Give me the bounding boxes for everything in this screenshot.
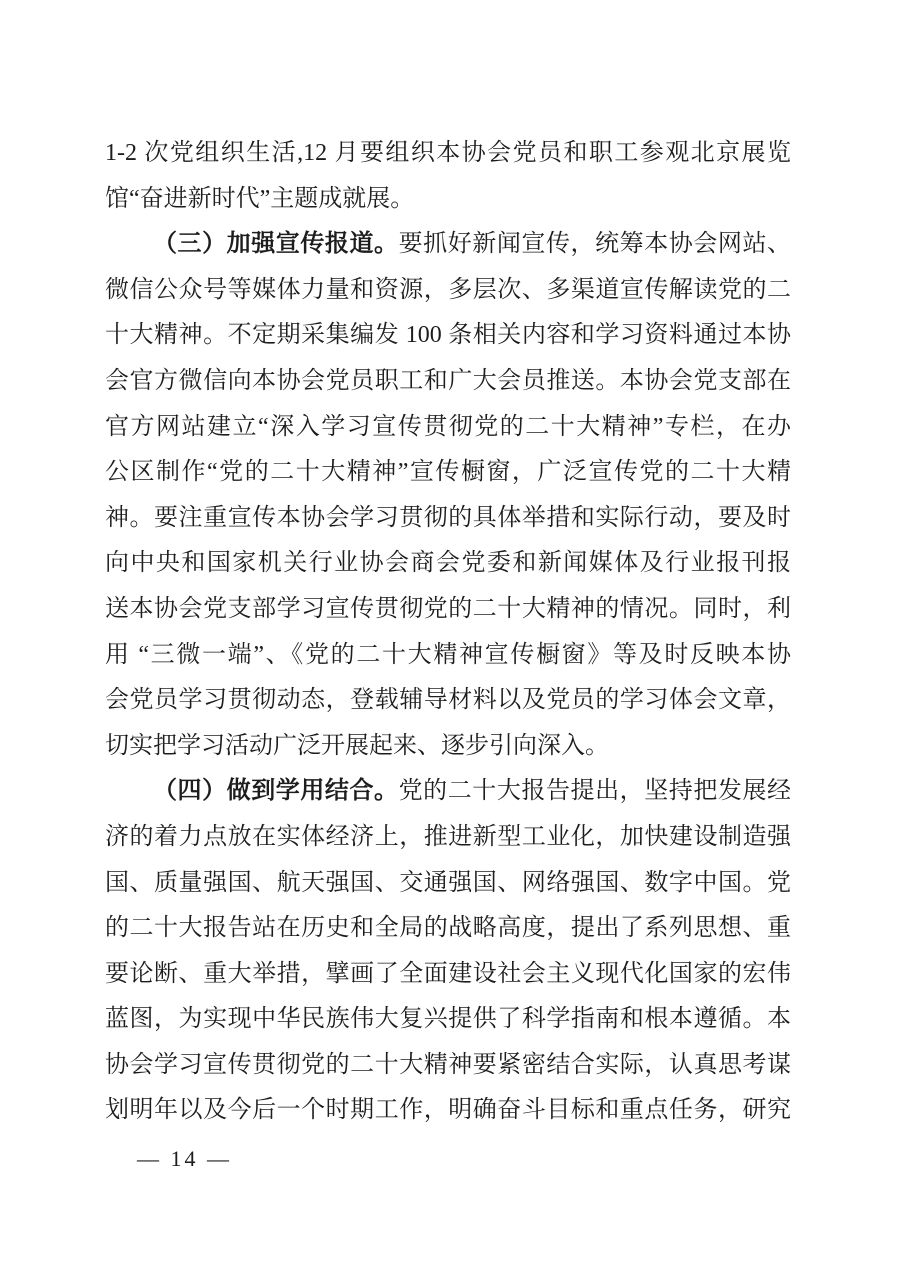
text-line: [105, 587, 791, 633]
text-segment: 会党员学习贯彻动态，登载辅导材料以及党员的学习体会文章，: [105, 687, 791, 714]
text-line: [105, 997, 791, 1043]
text-line: [105, 861, 791, 907]
text-line: [105, 496, 791, 542]
text-line: [105, 769, 791, 815]
text-line: [105, 313, 791, 359]
text-segment: 官方网站建立“深入学习宣传贯彻党的二十大精神”专栏，在办: [105, 413, 791, 440]
text-segment: 向中央和国家机关行业协会商会党委和新闻媒体及行业报刊报: [105, 550, 791, 577]
text-segment: 十大精神。不定期采集编发 100 条相关内容和学习资料通过本协: [105, 322, 791, 349]
text-segment: 用 “三微一端”、《党的二十大精神宣传橱窗》等及时反映本协: [105, 641, 791, 668]
text-line: [105, 815, 791, 861]
text-segment: 神。要注重宣传本协会学习贯彻的具体举措和实际行动，要及时: [105, 504, 791, 531]
text-segment: 送本协会党支部学习宣传贯彻党的二十大精神的情况。同时，利: [105, 595, 791, 622]
text-line: [105, 177, 791, 223]
text-line: [105, 678, 791, 724]
paragraph-heading: （三）加强宣传报道。: [153, 231, 399, 258]
text-segment: 蓝图，为实现中华民族伟大复兴提供了科学指南和根本遵循。本: [105, 1006, 791, 1033]
text-line: [105, 359, 791, 405]
text-line: [105, 633, 791, 679]
text-line: [105, 541, 791, 587]
text-block: [105, 131, 791, 1134]
text-segment: 党的二十大报告提出，坚持把发展经: [398, 778, 792, 805]
text-segment: 馆“奋进新时代”主题成就展。: [105, 185, 415, 212]
text-segment: 1-2 次党组织生活,12 月要组织本协会党员和职工参观北京展览: [105, 140, 791, 166]
text-segment: 的二十大报告站在历史和全局的战略高度，提出了系列思想、重: [105, 915, 791, 942]
text-line: [105, 405, 791, 451]
text-segment: 国、质量强国、航天强国、交通强国、网络强国、数字中国。党: [105, 869, 791, 896]
text-segment: 划明年以及今后一个时期工作，明确奋斗目标和重点任务，研究: [105, 1097, 791, 1124]
text-line: [105, 724, 791, 770]
text-segment: 要论断、重大举措，擘画了全面建设社会主义现代化国家的宏伟: [105, 960, 791, 987]
text-segment: 会官方微信向本协会党员职工和广大会员推送。本协会党支部在: [105, 367, 791, 394]
text-line: [105, 1043, 791, 1089]
text-segment: 协会学习宣传贯彻党的二十大精神要紧密结合实际，认真思考谋: [105, 1051, 791, 1078]
text-line: [105, 1088, 791, 1134]
text-line: [105, 450, 791, 496]
text-segment: 切实把学习活动广泛开展起来、逐步引向深入。: [105, 732, 609, 759]
text-line: [105, 268, 791, 314]
text-line: [105, 222, 791, 268]
text-line: [105, 906, 791, 952]
paragraph-heading: （四）做到学用结合。: [153, 778, 399, 805]
text-line: [105, 131, 791, 177]
page-number: — 14 —: [137, 1146, 232, 1171]
text-segment: 公区制作“党的二十大精神”宣传橱窗，广泛宣传党的二十大精: [105, 459, 791, 486]
text-line: [105, 952, 791, 998]
text-segment: 微信公众号等媒体力量和资源，多层次、多渠道宣传解读党的二: [105, 276, 791, 303]
text-segment: 要抓好新闻宣传，统筹本协会网站、: [398, 231, 792, 258]
text-segment: 济的着力点放在实体经济上，推进新型工业化，加快建设制造强: [105, 823, 791, 850]
